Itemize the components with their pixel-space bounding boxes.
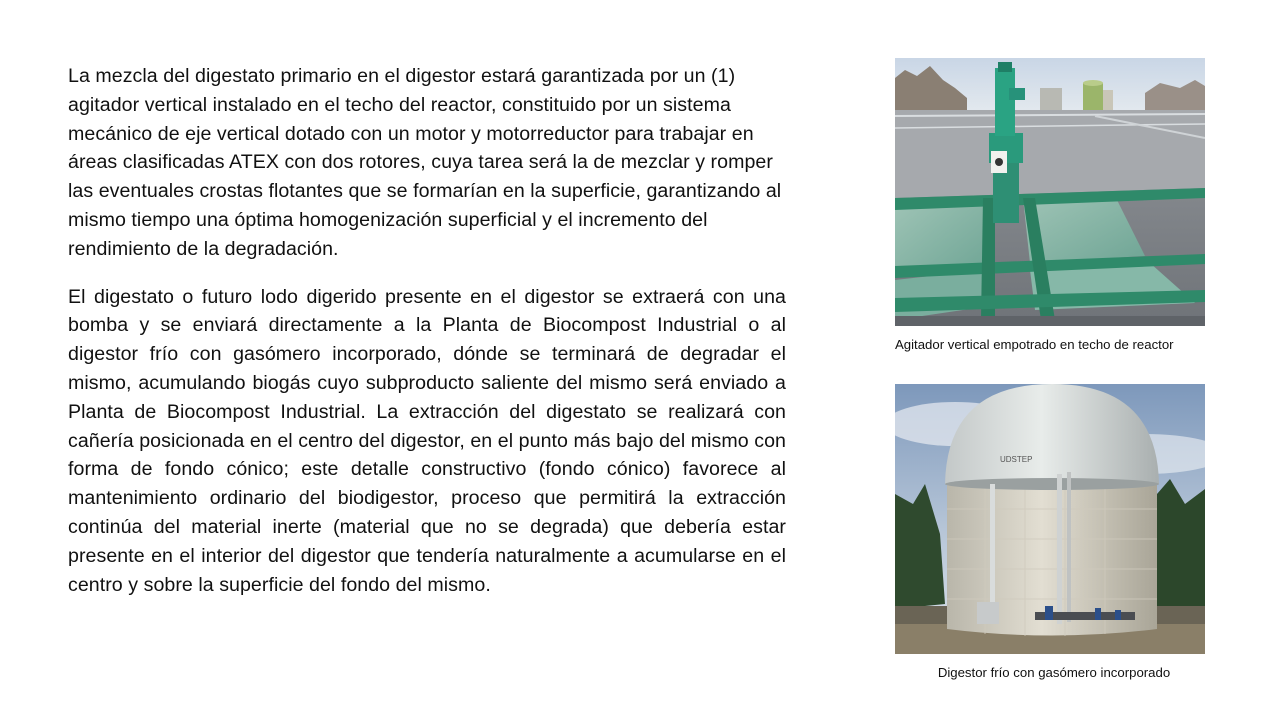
- body-text: [68, 62, 786, 599]
- paragraph-digestate-extraction: El digestato o futuro lodo digerido presente en el digestor se extraerá con una bomba y se enviará directamente a la Planta de Biocompost Industrial o al digestor frío con gasómero incorporado, dónde se terminará de degradar el mismo, acumulando biogás cuyo subproducto saliente del mismo será enviado a Planta de Biocompost Industrial. La extracción del digestato se realizará con cañería posicionada en el centro del digestor, en el punto más bajo del mismo con forma de fondo cónico; este detalle constructivo (fondo cónico) favorece al mantenimiento ordinario del biodigestor, proceso que permitirá la extracción continúa del material inerte (material que no se degrada) que debería estar presente en el interior del digestor que tendería naturalmente a acumularse en el centro y sobre la superficie del fondo del mismo.: [68, 285, 786, 596]
- dome-logo-text: UDSTEP: [1000, 455, 1033, 464]
- digester-photo: [895, 384, 1205, 654]
- paragraph-agitator: La mezcla del digestato primario en el digestor estará garantizada por un (1) agitador vertical instalado en el techo del reactor, constituido por un sistema mecánico de eje vertical dotado con un motor y motorreductor para trabajar en áreas clasificadas ATEX con dos rotores, cuya tarea será la de mezclar y romper las eventuales crostas flotantes que se formarían en la superficie, garantizando al mismo tiempo una óptima homogenización superficial y el incremento del rendimiento de la degradación.: [68, 65, 782, 260]
- agitator-photo: [895, 58, 1205, 326]
- digester-photo-caption: Digestor frío con gasómero incorporado: [937, 665, 1171, 680]
- agitator-photo-caption: Agitador vertical empotrado en techo de reactor: [895, 337, 1174, 352]
